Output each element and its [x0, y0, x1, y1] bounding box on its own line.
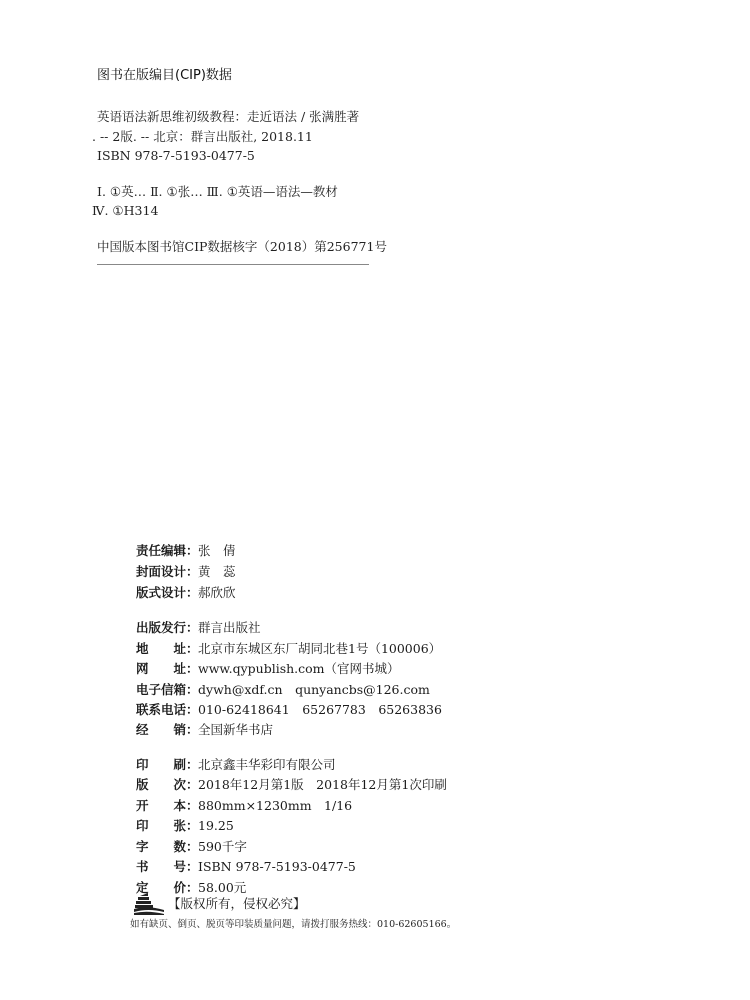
spec-label: 印 刷：	[136, 757, 199, 772]
publisher-row-phone	[136, 700, 442, 718]
spec-value: 590千字	[198, 839, 247, 854]
spec-value: 2018年12月第1版 2018年12月第1次印刷	[198, 777, 447, 792]
publisher-row-issuer	[136, 618, 261, 636]
spec-row-sheets	[136, 816, 234, 834]
publisher-value: 群言出版社	[198, 620, 261, 635]
publisher-row-address	[136, 639, 441, 657]
spec-value: ISBN 978-7-5193-0477-5	[198, 859, 356, 874]
publisher-label: 网 址：	[136, 661, 199, 676]
staff-value: 黄 蕊	[198, 564, 236, 579]
spec-label: 定 价：	[136, 880, 199, 895]
cip-heading: 图书在版编目(CIP)数据	[97, 68, 232, 83]
staff-value: 郝欣欣	[198, 585, 236, 600]
cip-edition-line: . -- 2版. -- 北京：群言出版社, 2018.11	[92, 129, 313, 144]
cip-divider	[97, 264, 369, 265]
staff-value: 张 倩	[198, 543, 236, 558]
staff-row-cover-design	[136, 562, 236, 580]
publisher-value: 北京市东城区东厂胡同北巷1号（100006）	[198, 641, 442, 656]
spec-label: 开 本：	[136, 798, 199, 813]
publisher-label: 联系电话：	[136, 702, 199, 717]
spec-row-word-count	[136, 837, 247, 855]
publisher-value: 全国新华书店	[198, 722, 274, 737]
spec-label: 字 数：	[136, 839, 199, 854]
cip-record-line: 中国版本图书馆CIP数据核字（2018）第256771号	[97, 239, 387, 254]
publisher-label: 电子信箱：	[136, 682, 199, 697]
publisher-row-website	[136, 659, 400, 677]
spec-row-isbn	[136, 857, 356, 875]
spec-label: 书 号：	[136, 859, 199, 874]
staff-row-editor	[136, 541, 236, 559]
spec-label: 版 次：	[136, 777, 199, 792]
cip-class-line-1: Ⅰ. ①英… Ⅱ. ①张… Ⅲ. ①英语—语法—教材	[97, 184, 338, 199]
spec-value: 北京鑫丰华彩印有限公司	[198, 757, 336, 772]
spec-value: 880mm×1230mm 1/16	[198, 798, 353, 813]
cip-isbn-line: ISBN 978-7-5193-0477-5	[97, 148, 255, 163]
copyright-title: 【版权所有，侵权必究】	[168, 896, 306, 911]
publisher-value: www.qypublish.com（官网书城）	[198, 661, 400, 676]
publisher-logo-icon	[134, 893, 164, 915]
publisher-row-email	[136, 680, 430, 698]
spec-value: 19.25	[198, 818, 234, 833]
cip-title-line: 英语语法新思维初级教程：走近语法 / 张满胜著	[97, 109, 360, 124]
spec-row-printer	[136, 755, 336, 773]
publisher-label: 经 销：	[136, 722, 199, 737]
publisher-label: 地 址：	[136, 641, 199, 656]
cip-class-line-2: Ⅳ. ①H314	[92, 203, 159, 218]
publisher-value: 010-62418641 65267783 65263836	[198, 702, 442, 717]
staff-label: 封面设计：	[136, 564, 199, 579]
spec-row-format	[136, 796, 352, 814]
spec-label: 印 张：	[136, 818, 199, 833]
publisher-row-distributor	[136, 720, 273, 738]
spec-value: 58.00元	[198, 880, 247, 895]
staff-label: 版式设计：	[136, 585, 199, 600]
publisher-value: dywh@xdf.cn qunyancbs@126.com	[198, 682, 430, 697]
service-hotline-note: 如有缺页、倒页、脱页等印装质量问题，请拨打服务热线：010-62605166。	[130, 919, 457, 930]
spec-row-edition	[136, 775, 447, 793]
staff-row-layout-design	[136, 583, 236, 601]
staff-label: 责任编辑：	[136, 543, 199, 558]
publisher-label: 出版发行：	[136, 620, 199, 635]
